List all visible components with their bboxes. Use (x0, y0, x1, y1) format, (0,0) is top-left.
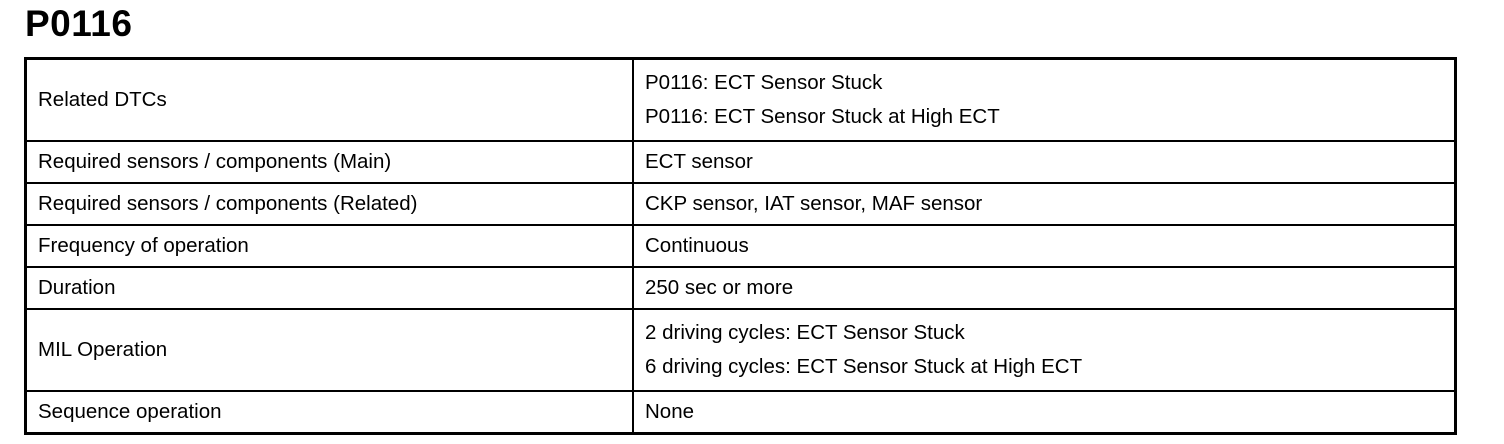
row-label: Related DTCs (26, 59, 634, 142)
value-line: Continuous (645, 234, 749, 257)
row-value (633, 141, 1456, 183)
value-line: 250 sec or more (645, 276, 794, 299)
value-line: 6 driving cycles: ECT Sensor Stuck at High ECT (645, 355, 1083, 378)
table-row-related-dtcs (26, 59, 1456, 142)
row-value (633, 391, 1456, 434)
value-line: 2 driving cycles: ECT Sensor Stuck (645, 321, 965, 344)
page-title: P0116 (25, 3, 133, 44)
value-line: P0116: ECT Sensor Stuck (645, 71, 883, 94)
value-line: CKP sensor, IAT sensor, MAF sensor (645, 192, 983, 215)
value-line: ECT sensor (645, 150, 753, 173)
value-line: P0116: ECT Sensor Stuck at High ECT (645, 105, 1000, 128)
row-label: MIL Operation (26, 309, 634, 391)
table-row-duration (26, 267, 1456, 309)
row-label: Sequence operation (26, 391, 634, 434)
row-label: Frequency of operation (26, 225, 634, 267)
table-row-frequency (26, 225, 1456, 267)
row-value (633, 309, 1456, 391)
row-value (633, 59, 1456, 142)
row-label: Required sensors / components (Related) (26, 183, 634, 225)
table-row-sequence (26, 391, 1456, 434)
table-row-main-components (26, 141, 1456, 183)
row-value (633, 183, 1456, 225)
table-row-related-components (26, 183, 1456, 225)
table-row-mil-operation (26, 309, 1456, 391)
spec-table (24, 57, 1457, 435)
row-value (633, 267, 1456, 309)
value-line: None (645, 400, 695, 423)
row-label: Duration (26, 267, 634, 309)
row-label: Required sensors / components (Main) (26, 141, 634, 183)
row-value (633, 225, 1456, 267)
